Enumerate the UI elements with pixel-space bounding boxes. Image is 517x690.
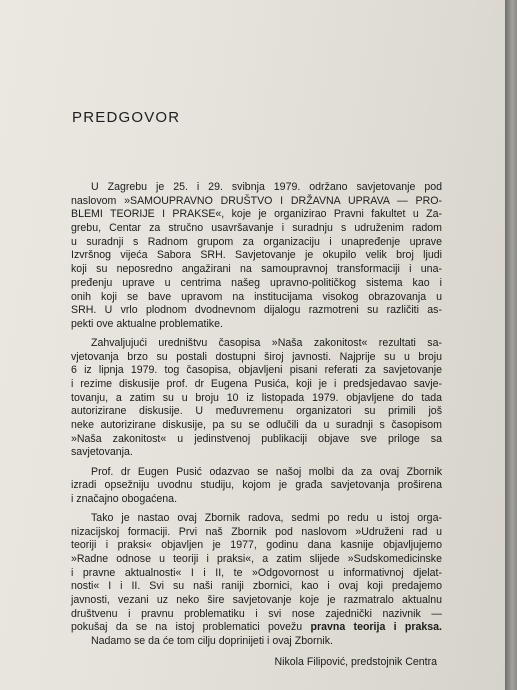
text-line: nosti« I i II. Svi su naši raniji zbornici, kao i ovaj koji predajemo: [71, 580, 442, 593]
text-line: SRH. U vrlo plodnom dvodnevnom dijalogu razmotreni su različiti as-: [71, 304, 442, 317]
text-line: pekti ove aktualne problematike.: [71, 317, 223, 330]
text-line: autorizirane diskusije. U međuvremenu organizatori su primili još: [71, 405, 442, 418]
text-line: vjetovanja brzo su postali dostupni široj javnosti. Najprije su u broju: [71, 350, 442, 363]
preface-body: [71, 181, 442, 649]
paragraph-3: [71, 466, 442, 507]
text-line: izradi opsežniju uvodnu studiju, kojom je građa savjetovanja proširena: [71, 479, 442, 492]
text-line: Zahvaljujući uredništvu časopisa »Naša zakonitost« rezultati sa-: [91, 336, 442, 349]
text-line: »Naša zakonitost« u jedinstvenoj publikaciji objave sve priloge sa: [71, 432, 442, 445]
text-line: javnosti, vezani uz neko šire savjetovanje koje je razmatralo aktualnu: [71, 594, 442, 607]
bold-phrase: pravna teorija i praksa.: [310, 621, 442, 634]
text-line: tovanju, a zatim su u broju 10 iz listopada 1979. objavljene do tada: [71, 391, 442, 404]
text-line: BLEMI TEORIJE I PRAKSE«, koje je organizirao Pravni fakultet u Za-: [71, 208, 442, 221]
text-line: Nadamo se da će tom cilju doprinijeti i ovaj Zbornik.: [91, 635, 334, 648]
text-line: Prof. dr Eugen Pusić odazvao se našoj molbi da za ovaj Zbornik: [91, 465, 442, 478]
text-line: grebu, Centar za stručno usavršavanje i suradnju s udruženim radom: [71, 222, 442, 235]
text-line: koji su neposredno angažirani na samoupravnoj transformaciji i una-: [71, 263, 442, 276]
text-line: pređenju uprave u centrima našeg upravno-političkog sistema kao i: [71, 276, 442, 289]
text-line: U Zagrebu je 25. i 29. svibnja 1979. održano savjetovanje pod: [91, 181, 442, 193]
text-line: »Radne odnose u teoriji i praksi«, a zatim slijede »Sudskomedicinske: [71, 553, 442, 566]
text-line: 6 iz lipnja 1979. tog časopisa, objavljeni pisani referati za savjetovanje: [71, 364, 442, 377]
text-line: pokušaj da se na istoj problematici povežu pravna teorija i praksa.: [71, 621, 442, 634]
paragraph-1: [71, 181, 442, 332]
paragraph-4: [71, 512, 442, 635]
text-line: u suradnji s Radnom grupom za organizaciju i unapređenje uprave: [71, 235, 442, 248]
text-line: savjetovanja.: [71, 446, 133, 459]
text-line: i pravne aktualnosti« I i II, te »Odgovornost u informativnoj djelat-: [71, 566, 442, 579]
paragraph-2: [71, 337, 442, 460]
signature: Nikola Filipović, predstojnik Centra: [274, 656, 437, 668]
page-title: PREDGOVOR: [72, 109, 181, 126]
text-line: i značajno obogaćena.: [71, 492, 178, 505]
text-line: naslovom »SAMOUPRAVNO DRUŠTVO I DRŽAVNA UPRAVA — PRO-: [71, 194, 442, 207]
text-line: i rezime diskusije prof. dr Eugena Pusića, koji je i predsjedavao savje-: [71, 378, 442, 391]
text-line: društvenu i pravnu problematiku i svi nose zajednički nazivnik —: [71, 607, 442, 620]
page-edge: [505, 0, 517, 690]
text-line: neke autorizirane diskusije, pa su se odlučili da u suradnji s časopisom: [71, 419, 442, 432]
text-line: Izvršnog vijeća Sabora SRH. Savjetovanje je okupilo velik broj ljudi: [71, 249, 442, 262]
text-line: onih koji se bave upravom na institucijama visokog obrazovanja u: [71, 290, 442, 303]
text-line: Tako je nastao ovaj Zbornik radova, sedmi po redu u istoj orga-: [91, 511, 442, 524]
text-line: nizacijskoj formaciji. Prvi naš Zbornik pod naslovom »Udruženi rad u: [71, 525, 442, 538]
paragraph-5: [71, 635, 442, 649]
text-line: teoriji i praksi« objavljen je 1977, godinu dana kasnije objavljujemo: [71, 539, 442, 552]
